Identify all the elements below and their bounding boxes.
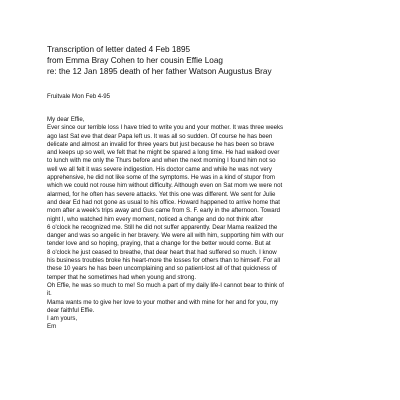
letter-signature: Em [47, 323, 57, 331]
letter-place-date: Fruitvale Mon Feb 4-95 [47, 93, 110, 100]
letter-salutation: My dear Effie, [47, 116, 85, 123]
letter-line: alarmed, for he often has severe attacks. Yet this one was different. We sent for Julie [47, 190, 276, 198]
header-subject-line: re: the 12 Jan 1895 death of her father Watson Augustus Bray [47, 67, 272, 77]
header-title-line: Transcription of letter dated 4 Feb 1895 [47, 45, 191, 54]
letter-line: night I, who watched him every moment, noticed a change and do not think after [47, 215, 264, 223]
letter-line: dear faithful Effie. [47, 306, 95, 314]
header-from-line: from Emma Bray Cohen to her cousin Effie Loag [47, 56, 223, 66]
letter-line: and dear Ed had not gone as usual to his office. Howard happened to arrive home that [47, 198, 280, 206]
letter-body [47, 116, 392, 332]
letter-line: apprehensive, he did not like some of the symptoms. He was in a kind of stupor from [47, 174, 275, 182]
letter-line: morn after a week's trips away and Gus came from S. F. early in the afternoon. Toward [47, 207, 281, 215]
letter-line: Oh Effie, he was so much to me! So much a part of my daily life-I cannot bear to think of [47, 281, 284, 289]
letter-closing: I am yours, [47, 315, 78, 323]
letter-line: temper that he sometimes had when young and strong. [47, 273, 197, 281]
letter-line: it. [47, 290, 52, 298]
letter-line: to lunch with me only the Thurs before and when the next morning I found him not so [47, 157, 276, 165]
letter-line: these 10 years he has been uncomplaining and so patient-lost all of that quickness of [47, 265, 277, 273]
letter-line: ago last Sat eve that dear Papa left us. It was all so sudden. Of course he has been [47, 132, 273, 140]
letter-line: danger and was so angelic in her bravery. We were all with him, supporting him with our [47, 232, 284, 240]
letter-line: his business troubles broke his heart-more the losses for others than to himself. For all [47, 257, 281, 265]
letter-line: tender love and so hoping, praying, that a change for the better would come. But at [47, 240, 271, 248]
letter-line: 6 o'clock he recognized me. Still he did not suffer apparently. Dear Mama realized the [47, 223, 278, 231]
letter-line: Mama wants me to give her love to your mother and with mine for her and for you, my [47, 298, 278, 306]
transcription-header [47, 44, 387, 78]
letter-line: which we could not rouse him without difficulty. Although even on Sat mom we were not [47, 182, 283, 190]
letter-line: delicate and almost an invalid for three years but just because he has been so brave [47, 140, 275, 148]
letter-line: and keeps up so well, we felt that he might be spared a long time. He had walked over [47, 149, 280, 157]
letter-line: well we all felt it was severe indigestion. His doctor came and while he was not very [47, 165, 272, 173]
letter-line: Ever since our terrible loss I have tried to write you and your mother. It was three weeks [47, 124, 284, 132]
letter-line: 8 o'clock he just ceased to breathe, that dear heart that had suffered so much. I know [47, 248, 277, 256]
